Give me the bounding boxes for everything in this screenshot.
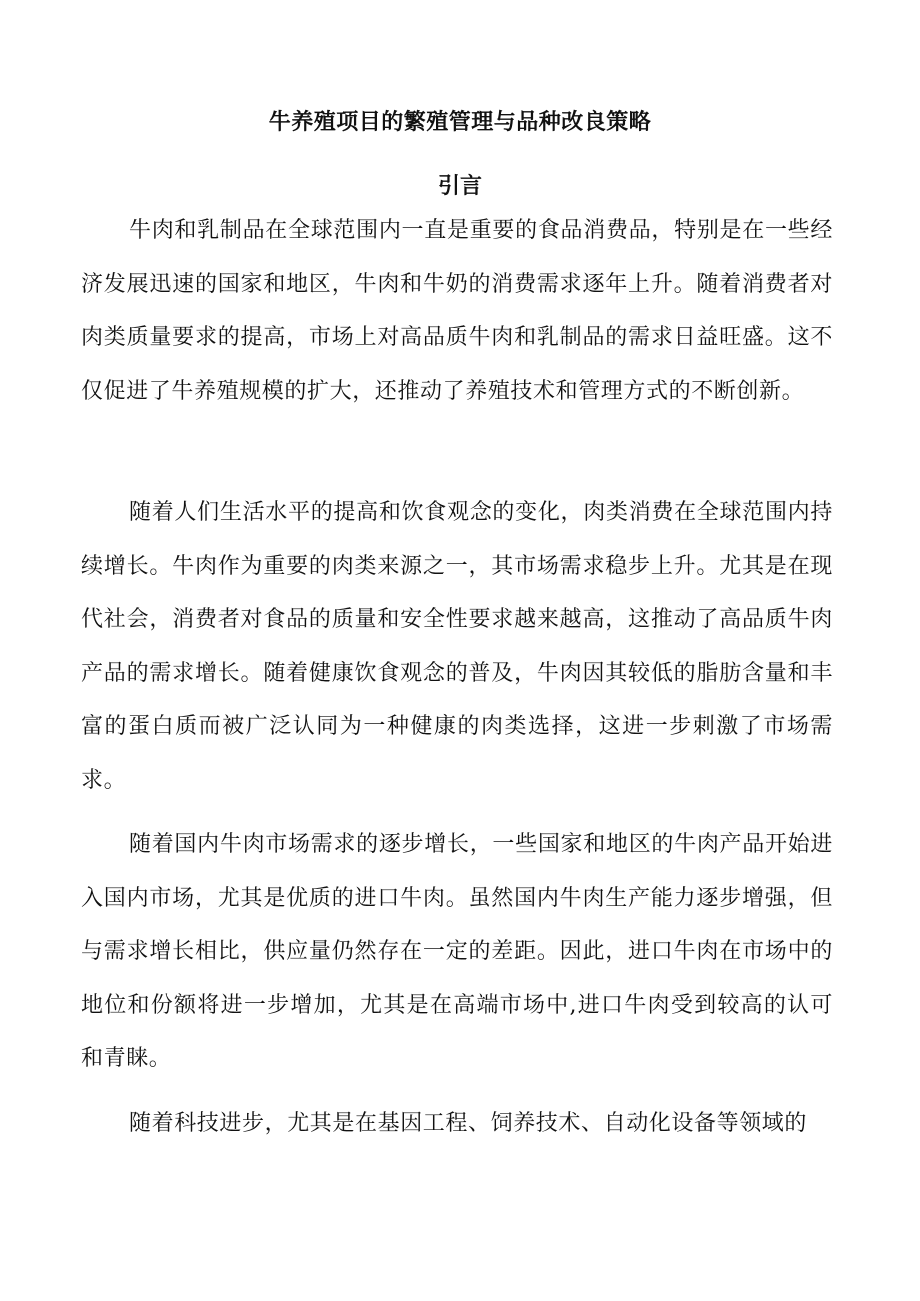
paragraph: 随着国内牛肉市场需求的逐步增长，一些国家和地区的牛肉产品开始进入国内市场，尤其是优质的进口牛肉。虽然国内牛肉生产能力逐步增强，但与需求增长相比，供应量仍然存在一定的差距。因此，进口牛肉在市场中的地位和份额将进一步增加，尤其是在高端市场中,进口牛肉受到较高的认可和青睐。 <box>81 832 833 1071</box>
paragraph: 随着科技进步，尤其是在基因工程、饲养技术、自动化设备等领域的 <box>129 1111 808 1136</box>
paragraph: 随着人们生活水平的提高和饮食观念的变化，肉类消费在全球范围内持续增长。牛肉作为重要的肉类来源之一，其市场需求稳步上升。尤其是在现代社会，消费者对食品的质量和安全性要求越来越高，这推动了高品质牛肉产品的需求增长。随着健康饮食观念的普及，牛肉因其较低的脂肪含量和丰富的蛋白质而被广泛认同为一种健康的肉类选择，这进一步刺激了市场需求。 <box>81 500 833 793</box>
paragraph: 牛肉和乳制品在全球范围内一直是重要的食品消费品，特别是在一些经济发展迅速的国家和地区，牛肉和牛奶的消费需求逐年上升。随着消费者对肉类质量要求的提高，市场上对高品质牛肉和乳制品的需求日益旺盛。这不仅促进了牛养殖规模的扩大，还推动了养殖技术和管理方式的不断创新。 <box>81 218 833 404</box>
document-title: 牛养殖项目的繁殖管理与品种改良策略 <box>268 109 652 135</box>
section-heading: 引言 <box>437 173 482 199</box>
